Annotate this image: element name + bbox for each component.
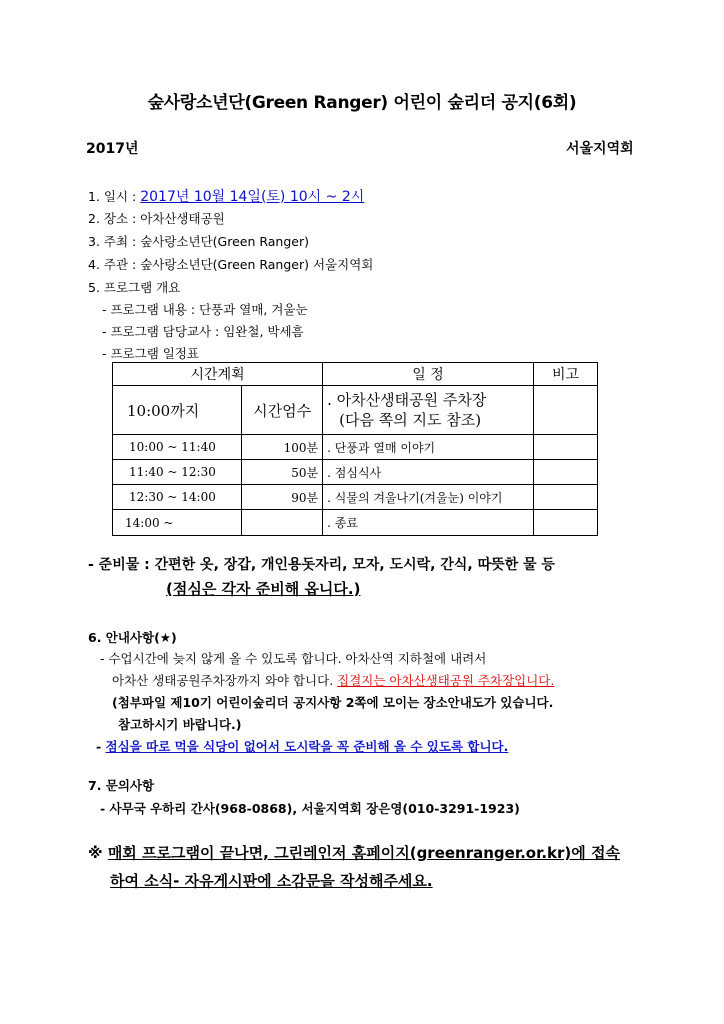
notice-line-3: (첨부파일 제10기 어린이숲리더 공지사항 2쪽에 모이는 장소안내도가 있습니다. [112, 695, 554, 710]
cell-time: 11:40 ~ 12:30 [113, 460, 242, 485]
final-notice-line-2: 하여 소식- 자유게시판에 소감문을 작성해주세요. [110, 872, 433, 890]
lunch-notice-highlight: 점심을 따로 먹을 식당이 없어서 도시락을 꼭 준비해 올 수 있도록 합니다. [105, 739, 509, 754]
cell-time: 14:00 ~ [113, 510, 242, 536]
header-note: 비고 [533, 363, 597, 386]
date-label: 1. 일시 : [88, 189, 141, 204]
preparation-note: (점심은 각자 준비해 옵니다.) [166, 580, 361, 598]
cell-note [533, 485, 597, 510]
notice-line-2 [112, 671, 554, 689]
notice-line-5 [96, 737, 508, 755]
table-row [113, 386, 598, 435]
contact-line: - 사무국 우하리 간사(968-0868), 서울지역회 장은영(010-3291-1923) [100, 801, 520, 816]
final-notice-text-1: 매회 프로그램이 끝나면, 그린레인저 홈페이지(greenranger.or.kr)에 접속 [107, 844, 620, 862]
final-notice-line-1 [88, 842, 620, 863]
table-row [113, 510, 598, 536]
cell-activity: . 단풍과 열매 이야기 [323, 435, 534, 460]
place-line: 2. 장소 : 아차산생태공원 [88, 211, 225, 226]
date-value: 2017년 10월 14일(토) 10시 ~ 2시 [140, 189, 365, 205]
cell-time: 12:30 ~ 14:00 [113, 485, 242, 510]
date-line [88, 186, 364, 206]
overview-line: 5. 프로그램 개요 [88, 280, 181, 295]
cell-duration: 100분 [242, 435, 323, 460]
cell-activity: . 식물의 겨울나기(겨울눈) 이야기 [323, 485, 534, 510]
cell-note [533, 435, 597, 460]
cell-note [533, 460, 597, 485]
notice-line-5-dash: - [96, 739, 106, 754]
cell-duration [242, 510, 323, 536]
page-title: 숲사랑소년단(Green Ranger) 어린이 숲리더 공지(6회) [147, 93, 577, 113]
activity-line-2: (다음 쪽의 지도 참조) [339, 411, 482, 429]
program-teachers: - 프로그램 담당교사 : 임완철, 박세흠 [102, 324, 304, 339]
cell-duration: 90분 [242, 485, 323, 510]
table-header-row [113, 363, 598, 386]
meeting-point-highlight: 집결지는 아차산생태공원 주차장입니다. [337, 673, 555, 688]
year-label: 2017년 [86, 141, 139, 157]
notice-heading: 6. 안내사항(★) [88, 630, 177, 645]
activity-line-1: . 아차산생태공원 주차장 [327, 391, 487, 409]
table-row [113, 460, 598, 485]
cell-activity [323, 386, 534, 435]
organizer-region: 서울지역회 [566, 141, 634, 157]
reference-mark: ※ [88, 844, 108, 862]
notice-line-1: - 수업시간에 늦지 않게 올 수 있도록 합니다. 아차산역 지하철에 내려서 [100, 651, 487, 666]
cell-activity: . 종료 [323, 510, 534, 536]
header-time: 시간계획 [113, 363, 323, 386]
program-content: - 프로그램 내용 : 단풍과 열매, 겨울눈 [102, 302, 308, 317]
schedule-label: - 프로그램 일정표 [102, 346, 199, 361]
cell-note [533, 386, 597, 435]
cell-activity: . 점심식사 [323, 460, 534, 485]
table-row [113, 485, 598, 510]
host-line: 3. 주최 : 숲사랑소년단(Green Ranger) [88, 234, 309, 249]
schedule-table [112, 362, 598, 536]
cell-duration: 50분 [242, 460, 323, 485]
manager-line: 4. 주관 : 숲사랑소년단(Green Ranger) 서울지역회 [88, 257, 374, 272]
notice-line-4: 참고하시기 바랍니다.) [118, 717, 242, 732]
contact-heading: 7. 문의사항 [88, 778, 155, 793]
preparation-line: - 준비물 : 간편한 옷, 장갑, 개인용돗자리, 모자, 도시락, 간식, 따뜻한 물 등 [88, 557, 555, 573]
cell-duration: 시간엄수 [242, 386, 323, 435]
cell-time: 10:00 ~ 11:40 [113, 435, 242, 460]
header-schedule: 일 정 [323, 363, 534, 386]
notice-line-2-text: 아차산 생태공원주차장까지 와야 합니다. [112, 673, 338, 688]
table-row [113, 435, 598, 460]
cell-time: 10:00까지 [113, 386, 242, 435]
cell-note [533, 510, 597, 536]
